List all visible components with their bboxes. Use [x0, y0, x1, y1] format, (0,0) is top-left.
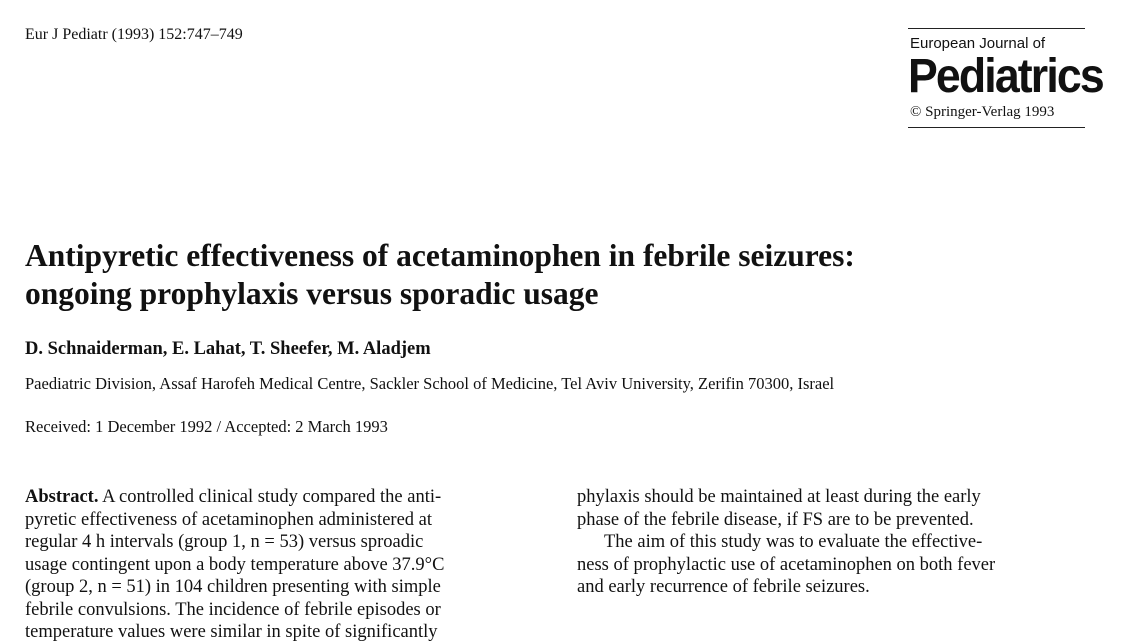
article-authors: D. Schnaiderman, E. Lahat, T. Sheefer, M. Aladjem — [25, 339, 431, 359]
journal-name-logo: Pediatrics — [908, 50, 1103, 103]
journal-masthead — [908, 28, 1103, 128]
abstract-column — [25, 486, 535, 644]
abstract-lead: Abstract. — [25, 487, 99, 507]
masthead-bottom-rule — [908, 127, 1085, 128]
abstract-line: (group 2, n = 51) in 104 children presenting with simple — [25, 577, 441, 597]
abstract-line — [25, 486, 535, 509]
article-affiliation: Paediatric Division, Assaf Harofeh Medical Centre, Sackler School of Medicine, Tel Aviv University, Zerifin 70300, Israel — [25, 374, 835, 393]
abstract-line: pyretic effectiveness of acetaminophen administered at — [25, 509, 432, 530]
body-line: phase of the febrile disease, if FS are to be prevented. — [577, 509, 974, 530]
body-line: phylaxis should be maintained at least during the early — [577, 487, 981, 507]
body-line: and early recurrence of febrile seizures. — [577, 577, 870, 597]
journal-copyright: © Springer-Verlag 1993 — [910, 104, 1055, 120]
abstract-line: febrile convulsions. The incidence of febrile episodes or — [25, 599, 441, 620]
abstract-line: regular 4 h intervals (group 1, n = 53) versus sproadic — [25, 532, 424, 552]
article-received-dates: Received: 1 December 1992 / Accepted: 2 March 1993 — [25, 417, 388, 436]
journal-citation: Eur J Pediatr (1993) 152:747–749 — [25, 26, 243, 43]
masthead-top-rule — [908, 28, 1085, 29]
article-title — [25, 237, 1125, 313]
abstract-line: temperature values were similar in spite of significantly — [25, 622, 438, 642]
body-line: The aim of this study was to evaluate the effective- — [604, 532, 983, 552]
article-title-line: Antipyretic effectiveness of acetaminophen in febrile seizures: — [25, 238, 855, 273]
abstract-line: usage contingent upon a body temperature above 37.9°C — [25, 554, 445, 575]
journal-prefix: European Journal of — [910, 35, 1046, 52]
body-line: ness of prophylactic use of acetaminophen on both fever — [577, 554, 996, 575]
article-title-line: ongoing prophylaxis versus sporadic usage — [25, 276, 599, 311]
body-text-column — [577, 486, 1087, 599]
abstract-text: A controlled clinical study compared the anti- — [98, 487, 442, 507]
